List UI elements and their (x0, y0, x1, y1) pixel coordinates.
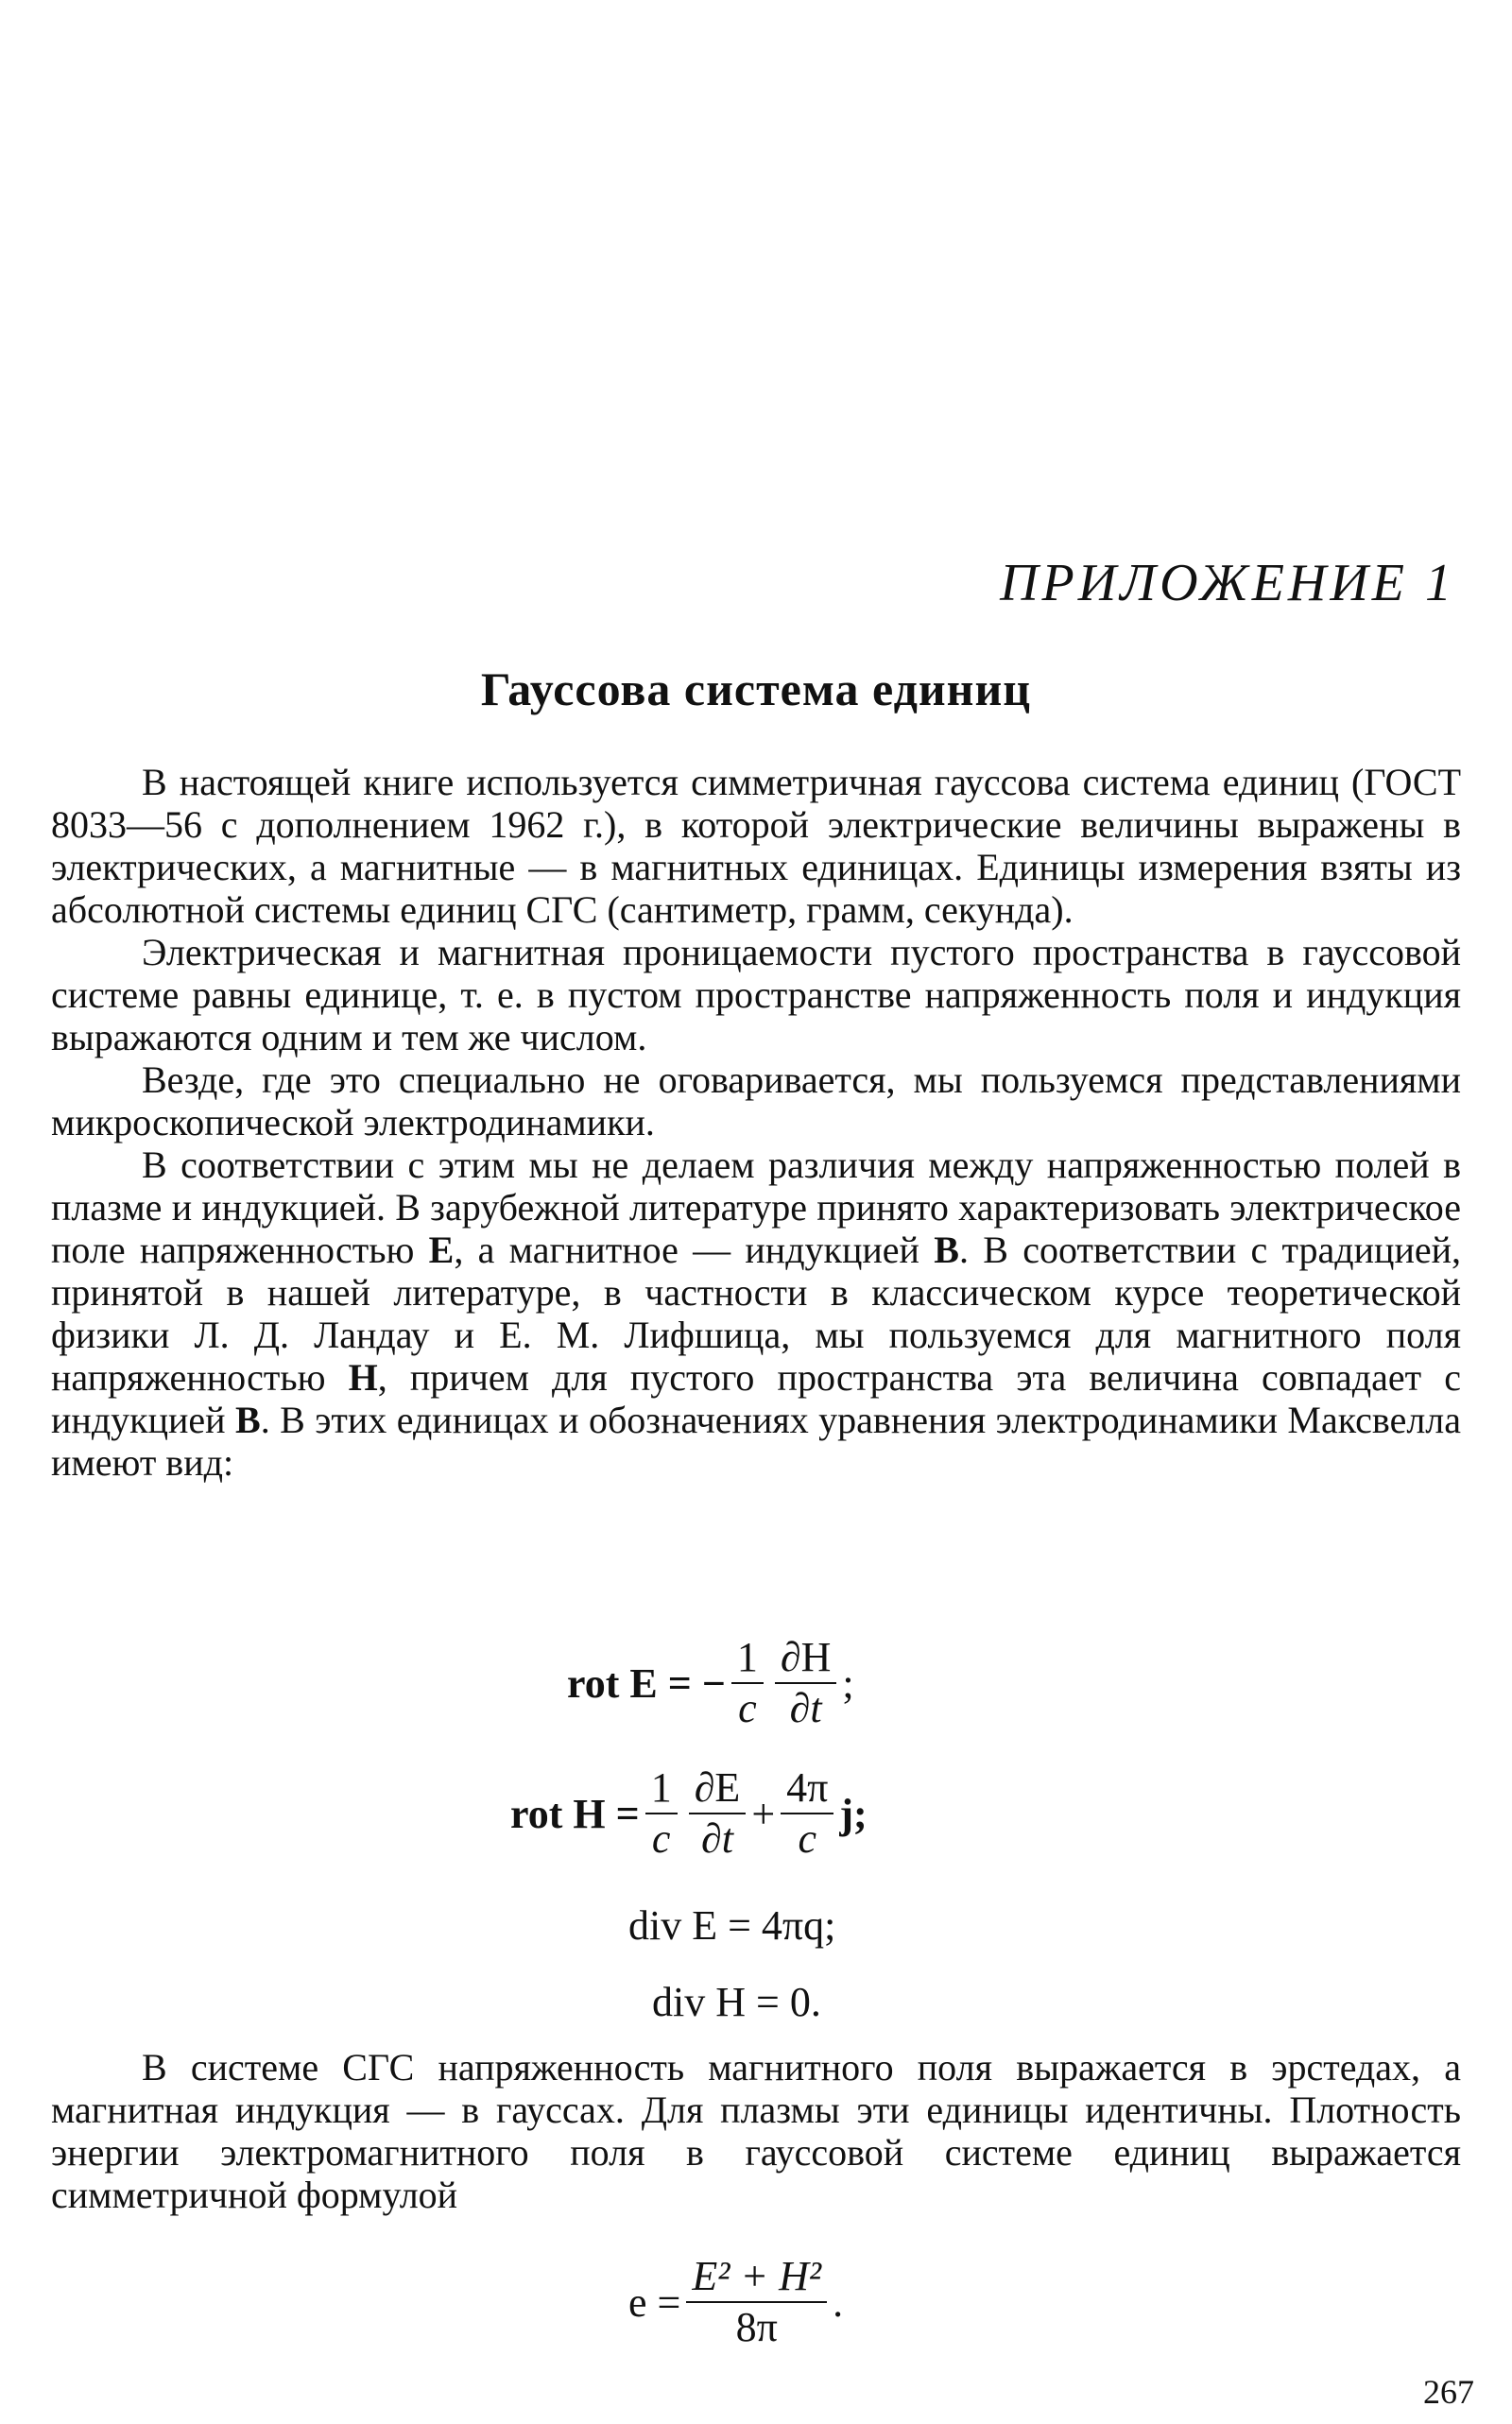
symbol-b-field: B (235, 1399, 261, 1441)
paragraph-5: В системе СГС напряженность магнитного поля выражается в эрстедах, а магнитная индукция — в гауссах. Для плазмы эти единицы идентичны. Плотность энергии электромагнитного поля в гауссовой системе единиц выражается симметричной формулой (51, 2046, 1461, 2216)
body-text-2 (51, 2046, 1461, 2216)
equation-end: j; (839, 1790, 868, 1837)
equation-energy-density (628, 2254, 843, 2350)
paragraph-2: Электрическая и магнитная проницаемости пустого пространства в гауссовой системе равны единице, т. е. в пустом пространстве напряженность поля и индукция выражаются одним и тем же числом. (51, 931, 1461, 1058)
page-number: 267 (1423, 2373, 1474, 2411)
fraction (645, 1765, 678, 1862)
paragraph-1: В настоящей книге используется симметричная гауссова система единиц (ГОСТ 8033—56 с дополнением 1962 г.), в которой электрические величины выражены в электрических, а магнитные — в магнитных единицах. Единицы измерения взяты из абсолютной системы единиц СГС (сантиметр, грамм, секунда). (51, 761, 1461, 931)
paragraph-3: Везде, где это специально не оговаривается, мы пользуемся представлениями микроскопической электродинамики. (51, 1058, 1461, 1143)
equation-div-e: div E = 4πq; (628, 1902, 836, 1949)
symbol-e-field: E (428, 1229, 455, 1271)
symbol-h-field: H (348, 1356, 378, 1399)
fraction (731, 1635, 764, 1731)
paragraph-4 (51, 1143, 1461, 1484)
fraction-denominator: 8π (735, 2304, 778, 2350)
fraction (775, 1635, 837, 1731)
equation-rot-e (567, 1635, 854, 1731)
text-run: , причем для пустого пространства эта величина совпадает с индукцией (51, 1356, 1462, 1441)
equation-lhs: e = (628, 2278, 681, 2326)
fraction-numerator: 4π (781, 1765, 833, 1814)
appendix-label: ПРИЛОЖЕНИЕ 1 (1000, 554, 1455, 612)
equation-lhs: rot H = (510, 1790, 640, 1837)
equation-div-h: div H = 0. (652, 1979, 821, 2025)
fraction-numerator: ∂E (689, 1765, 747, 1814)
equation-lhs: rot E = − (567, 1659, 726, 1707)
plus-sign: + (751, 1790, 776, 1837)
equation-end: . (833, 2278, 844, 2326)
equation-end: ; (842, 1659, 854, 1707)
text-run: . В этих единицах и обозначениях уравнения электродинамики Максвелла имеют вид: (51, 1399, 1462, 1484)
fraction-numerator: 1 (731, 1635, 764, 1684)
fraction (689, 1765, 747, 1862)
fraction-numerator: E² + H² (686, 2254, 827, 2303)
fraction-denominator: c (738, 1685, 757, 1731)
fraction-denominator: ∂t (789, 1685, 822, 1731)
body-text (51, 761, 1461, 1484)
text-run: В соответствии с этим мы не делаем различия между напряженностью полей в плазме и индукцией. В зарубежной литературе принято характеризовать электрическое поле напряженностью (51, 1143, 1461, 1271)
symbol-b-field: B (934, 1229, 959, 1271)
fraction-denominator: c (651, 1815, 671, 1862)
fraction-numerator: ∂H (775, 1635, 837, 1684)
text-run: , а магнитное — индукцией (454, 1229, 935, 1271)
fraction (686, 2254, 827, 2350)
fraction-numerator: 1 (645, 1765, 678, 1814)
equation-rot-h (510, 1765, 868, 1862)
fraction (781, 1765, 833, 1862)
fraction-denominator: c (798, 1815, 817, 1862)
text-run: . В соответствии с традицией, принятой в нашей литературе, в частности в классическом курсе теоретической физики Л. Д. Ландау и Е. М. Лифшица, мы пользуемся для магнитного поля напряженностью (51, 1229, 1462, 1399)
fraction-denominator: ∂t (701, 1815, 733, 1862)
page-title: Гауссова система единиц (480, 662, 1032, 715)
